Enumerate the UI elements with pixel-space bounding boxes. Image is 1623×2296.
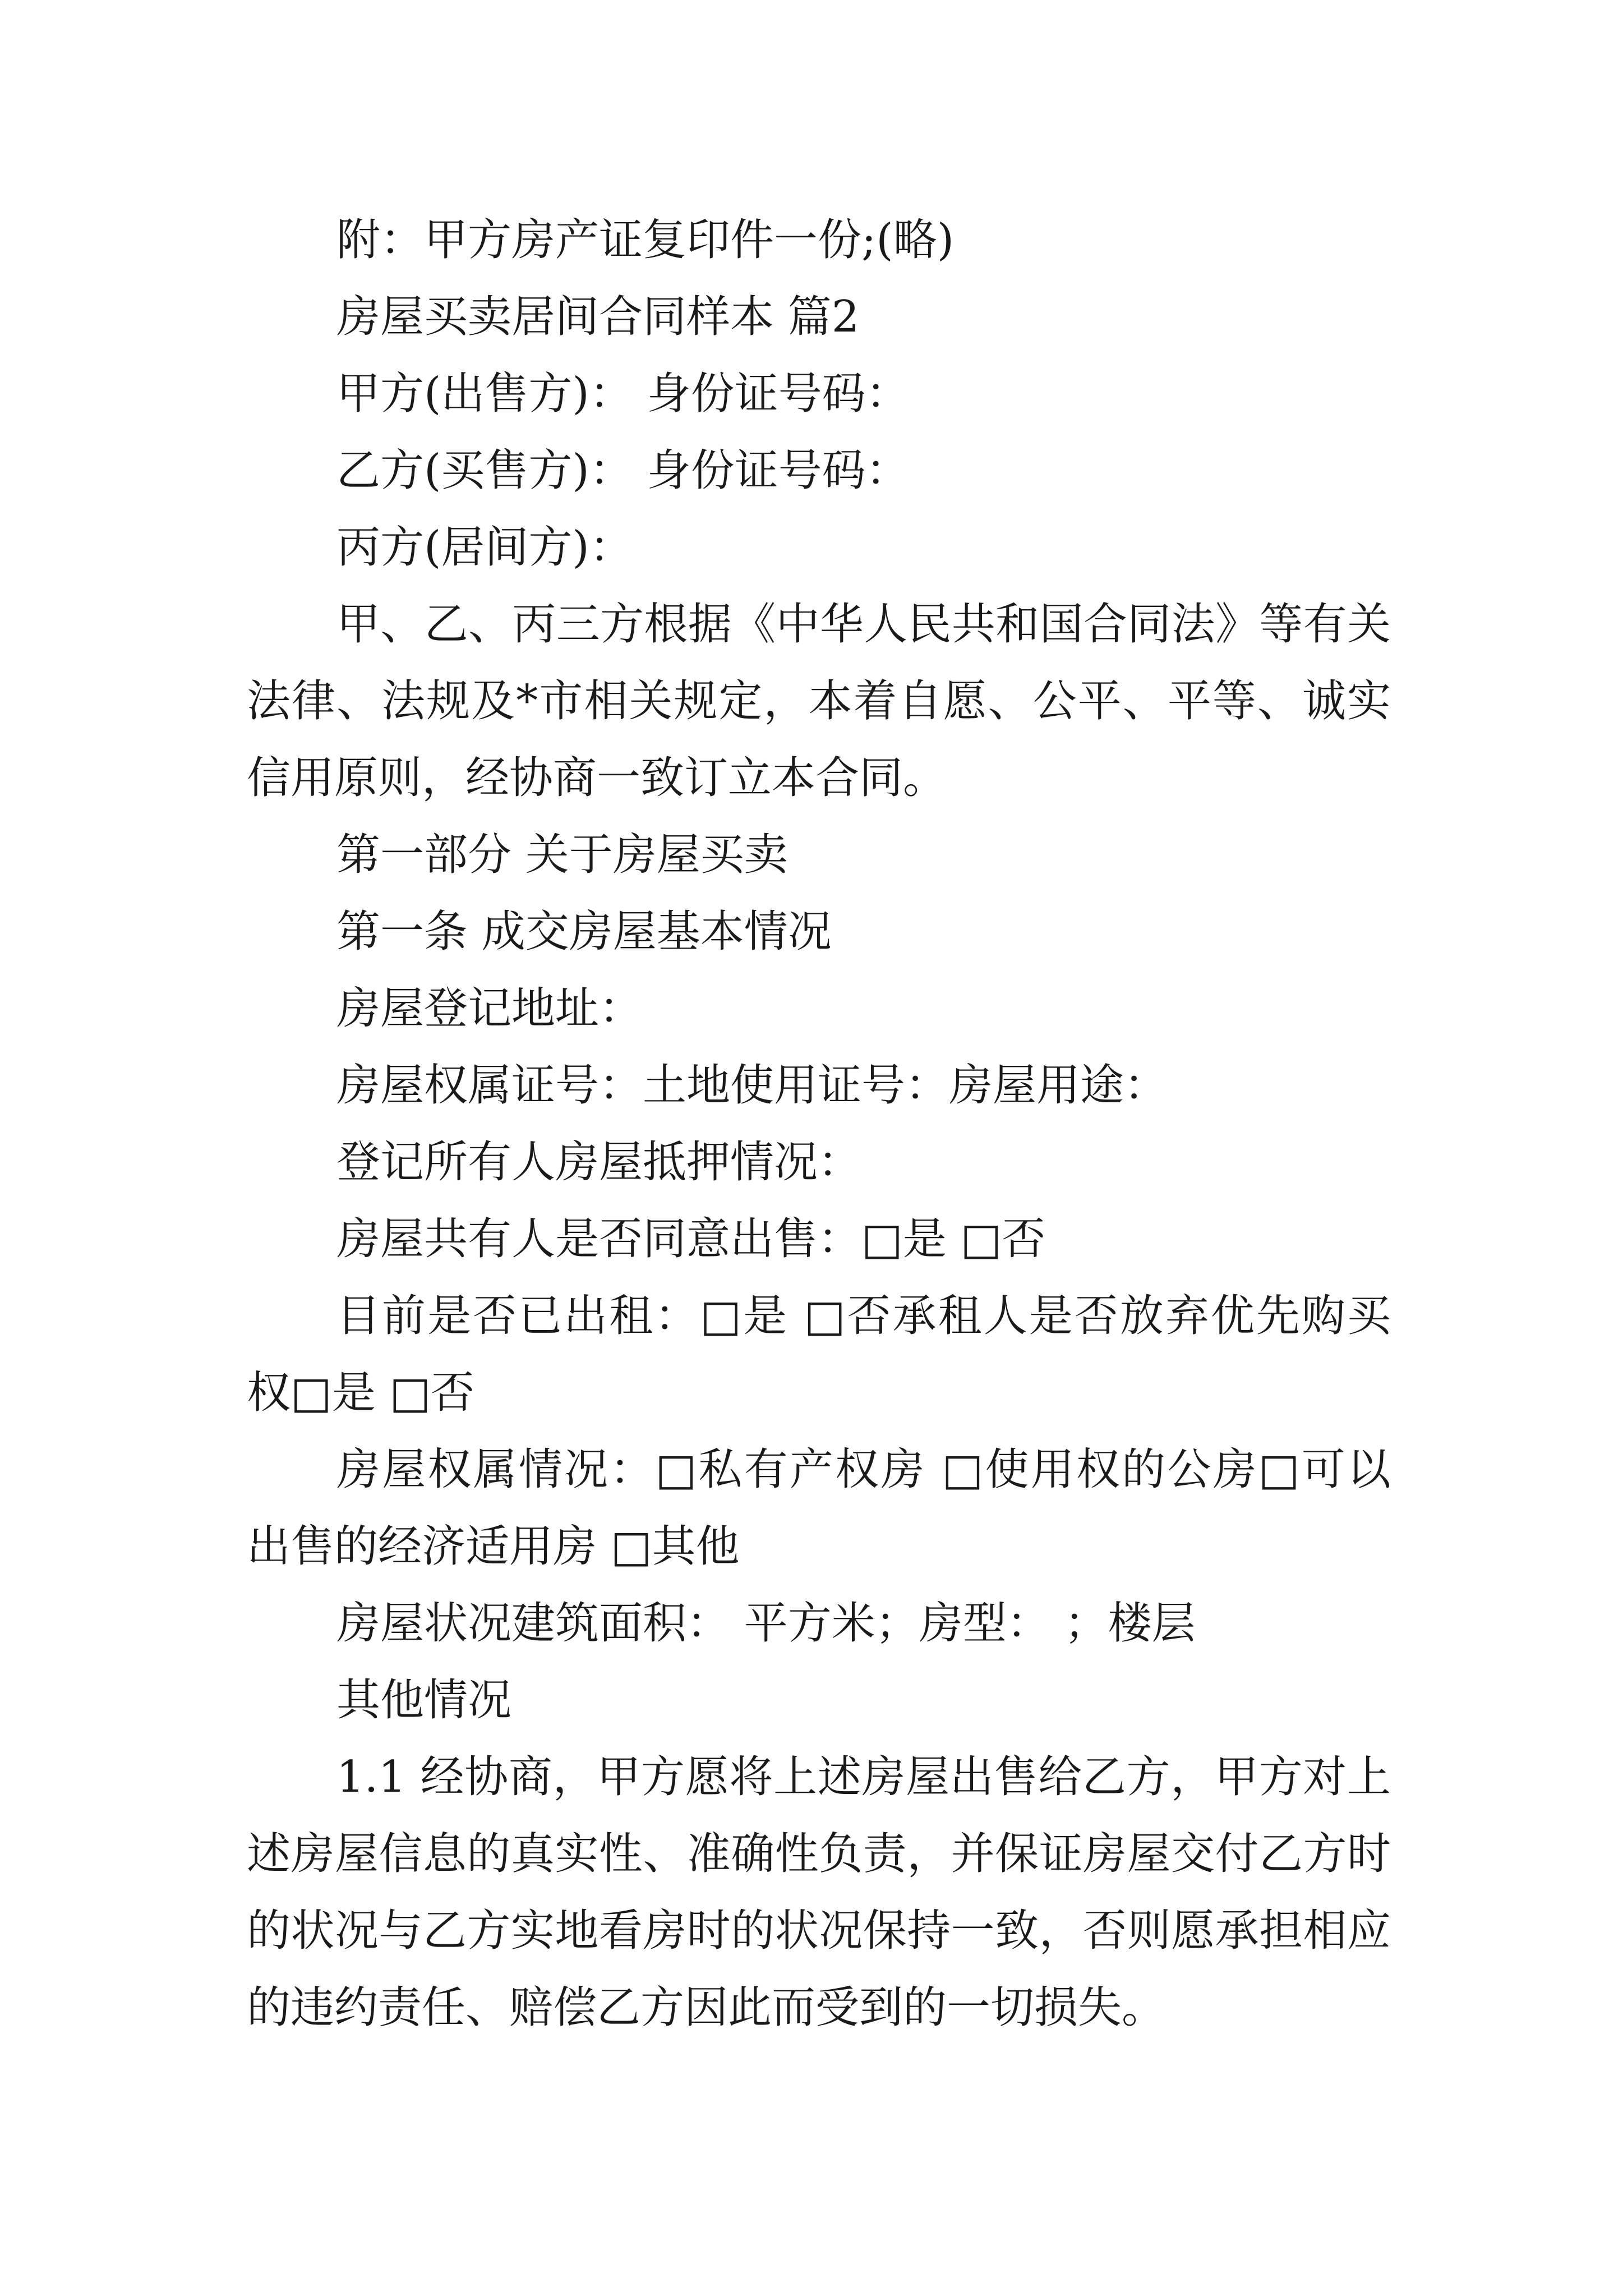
mortgage-line: 登记所有人房屋抵押情况： bbox=[336, 1137, 862, 1188]
section-title: 房屋买卖居间合同样本 篇2 bbox=[336, 292, 860, 342]
ownership-type-line: 房屋权属情况：□私有产权房 □使用权的公房□可以出售的经济适用房 □其他 bbox=[247, 1444, 1391, 1572]
party-c-line: 丙方(居间方)： bbox=[336, 522, 633, 573]
contract-body bbox=[247, 202, 1391, 2046]
preamble-paragraph: 甲、乙、丙三方根据《中华人民共和国合同法》等有关法律、法规及*市相关规定，本着自愿、公平、平等、诚实信用原则，经协商一致订立本合同。 bbox=[247, 599, 1391, 803]
building-area-line: 房屋状况建筑面积： 平方米；房型： ；楼层 bbox=[336, 1598, 1196, 1649]
article-one-heading: 第一条 成交房屋基本情况 bbox=[336, 907, 832, 957]
party-b-line: 乙方(买售方)： 身份证号码： bbox=[336, 445, 910, 496]
registered-address-line: 房屋登记地址： bbox=[336, 983, 643, 1034]
party-a-line: 甲方(出售方)： 身份证号码： bbox=[336, 369, 910, 419]
co-owner-consent-line: 房屋共有人是否同意出售：□是 □否 bbox=[336, 1214, 1046, 1264]
clause-1-1-paragraph: 1.1 经协商，甲方愿将上述房屋出售给乙方，甲方对上述房屋信息的真实性、准确性负责，并保证房屋交付乙方时的状况与乙方实地看房时的状况保持一致，否则愿承担相应的违约责任、赔偿乙方因此而受到的一切损失。 bbox=[247, 1752, 1391, 2033]
attachment-note: 附：甲方房产证复印件一份;(略) bbox=[336, 215, 955, 265]
rental-status-line: 目前是否已出租：□是 □否承租人是否放弃优先购买权□是 □否 bbox=[247, 1291, 1391, 1418]
other-conditions-line: 其他情况 bbox=[336, 1675, 512, 1726]
part-one-heading: 第一部分 关于房屋买卖 bbox=[336, 830, 788, 880]
certificate-numbers-line: 房屋权属证号：土地使用证号：房屋用途： bbox=[336, 1060, 1168, 1111]
